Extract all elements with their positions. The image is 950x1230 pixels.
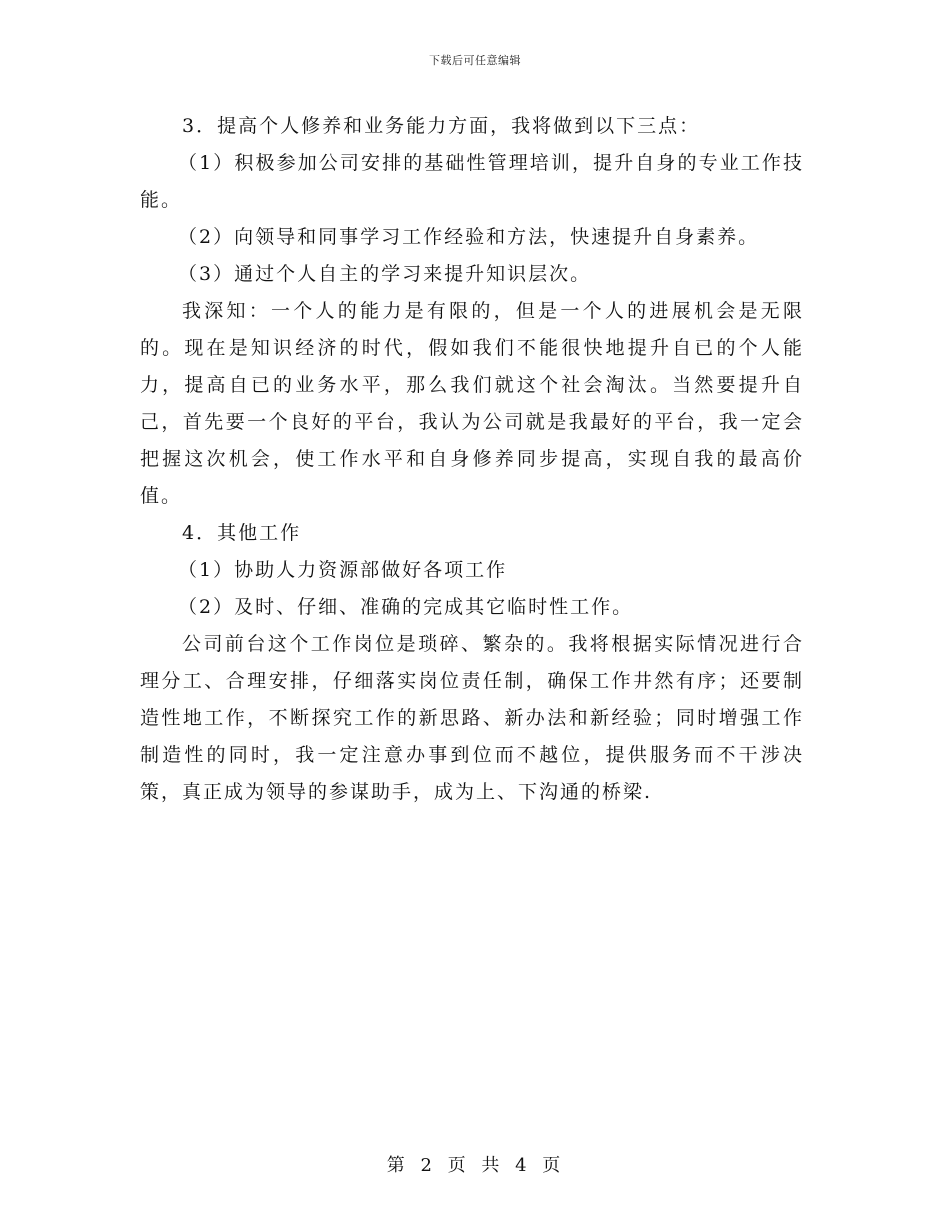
page-number-footer: 第 2 页 共 4 页 (386, 1155, 564, 1176)
list-item-4-2: （2）及时、仔细、准确的完成其它临时性工作。 (178, 596, 634, 618)
page-header: 下载后可任意编辑 (429, 54, 521, 67)
body-paragraph: 我深知：一个人的能力是有限的，但是一个人的进展机会是无限的。现在是知识经济的时代，假如我们不能很快地提升自已的个人能力，提高自已的业务水平，那么我们就这个社会淘汰。当然要提升自己，首先要一个良好的平台，我认为公司就是我最好的平台，我一定会把握这次机会，使工作水平和自身修养同步提高，实现自我的最高价值。 (140, 300, 804, 507)
document-body (140, 108, 804, 811)
list-item-2: （2）向领导和同事学习工作经验和方法，快速提升自身素养。 (178, 226, 760, 248)
list-item-3: （3）通过个人自主的学习来提升知识层次。 (178, 263, 592, 285)
section-4-heading: 4．其他工作 (182, 522, 302, 544)
list-item-4-1: （1）协助人力资源部做好各项工作 (178, 559, 508, 581)
section-3-heading: 3．提高个人修养和业务能力方面，我将做到以下三点： (182, 115, 701, 137)
list-item-1: （1）积极参加公司安排的基础性管理培训，提升自身的专业工作技能。 (140, 152, 804, 211)
closing-paragraph: 公司前台这个工作岗位是琐碎、繁杂的。我将根据实际情况进行合理分工、合理安排，仔细落实岗位责任制，确保工作井然有序；还要制造性地工作，不断探究工作的新思路、新办法和新经验；同时增强工作制造性的同时，我一定注意办事到位而不越位，提供服务而不干涉决策，真正成为领导的参谋助手，成为上、下沟通的桥梁. (140, 633, 804, 803)
